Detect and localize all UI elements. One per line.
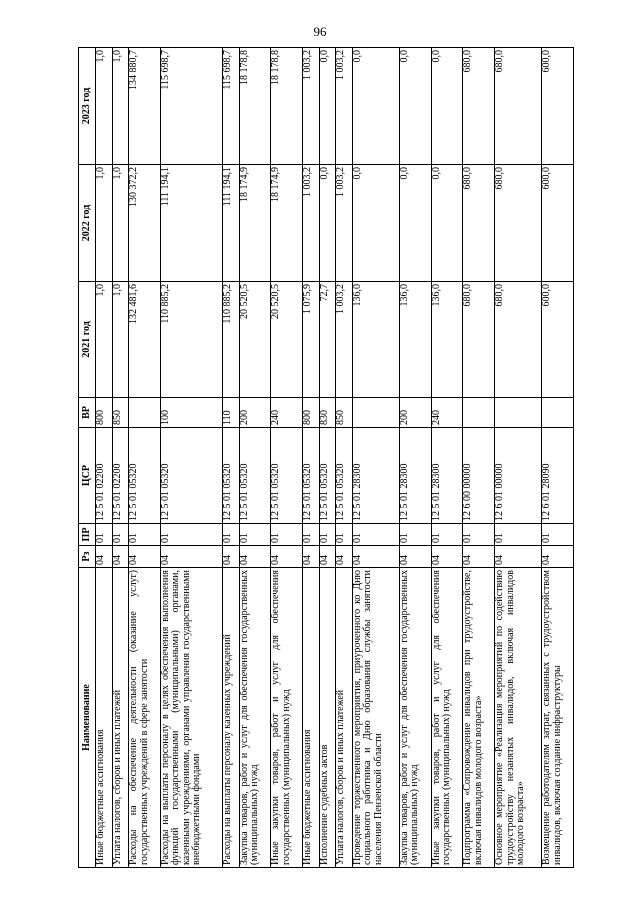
table-row [336, 48, 353, 868]
row-2022: 0,0 [399, 165, 431, 282]
row-rz: 04 [336, 546, 353, 568]
row-rz: 04 [431, 546, 463, 568]
table-row [112, 48, 129, 868]
row-2022: 18 174,9 [271, 165, 303, 282]
table-header-row [79, 48, 96, 868]
row-2021: 110 885,2 [160, 282, 222, 398]
row-csr: 12 5 01 05320 [239, 428, 271, 524]
row-name: Расходы на выплаты персоналу казенных учреждений [223, 568, 240, 868]
table-row [239, 48, 271, 868]
rotated-table-container [78, 48, 574, 868]
header-2022: 2022 год [79, 165, 96, 282]
row-2023: 1,0 [96, 48, 113, 165]
row-csr: 12 6 01 28090 [542, 428, 574, 524]
row-2023: 0,0 [431, 48, 463, 165]
row-2021: 132 481,6 [129, 282, 161, 398]
row-pr: 01 [239, 524, 271, 546]
row-2021: 20 520,5 [239, 282, 271, 398]
row-vr: 100 [160, 398, 222, 428]
row-csr: 12 5 01 05320 [160, 428, 222, 524]
table-row [129, 48, 161, 868]
row-name: Закупка товаров, работ и услуг для обеспечения государственных (муниципальных) нужд [399, 568, 431, 868]
row-2022: 111 194,1 [223, 165, 240, 282]
row-2021: 136,0 [399, 282, 431, 398]
row-csr: 12 6 01 00000 [495, 428, 542, 524]
header-rz: Рз [79, 546, 96, 568]
row-csr: 12 5 01 28300 [352, 428, 399, 524]
row-rz: 04 [112, 546, 129, 568]
row-name: Возмещение работодателям затрат, связанных с трудоустройством инвалидов, включая создание инфраструктуры [542, 568, 574, 868]
row-vr: 850 [112, 398, 129, 428]
header-pr: ПР [79, 524, 96, 546]
row-2022: 0,0 [431, 165, 463, 282]
row-rz: 04 [223, 546, 240, 568]
row-csr: 12 5 01 05320 [303, 428, 320, 524]
table-row [160, 48, 222, 868]
row-2023: 680,0 [495, 48, 542, 165]
row-vr: 240 [271, 398, 303, 428]
row-2023: 1 003,2 [303, 48, 320, 165]
row-vr: 200 [239, 398, 271, 428]
table-row [303, 48, 320, 868]
row-2021: 136,0 [352, 282, 399, 398]
table-row [431, 48, 463, 868]
row-vr: 200 [399, 398, 431, 428]
row-vr [542, 398, 574, 428]
budget-table [78, 47, 574, 868]
row-pr: 01 [399, 524, 431, 546]
row-2021: 600,0 [542, 282, 574, 398]
row-csr: 12 5 01 05320 [336, 428, 353, 524]
row-2023: 18 178,8 [239, 48, 271, 165]
row-vr [495, 398, 542, 428]
page-number: 96 [313, 24, 327, 39]
row-2022: 1 003,2 [303, 165, 320, 282]
row-2023: 18 178,8 [271, 48, 303, 165]
row-2022: 0,0 [319, 165, 336, 282]
header-2023: 2023 год [79, 48, 96, 165]
row-name: Уплата налогов, сборов и иных платежей [336, 568, 353, 868]
row-2023: 0,0 [319, 48, 336, 165]
row-pr: 01 [160, 524, 222, 546]
row-pr: 01 [96, 524, 113, 546]
row-rz: 04 [239, 546, 271, 568]
row-vr: 800 [96, 398, 113, 428]
row-2022: 111 194,1 [160, 165, 222, 282]
row-pr: 01 [463, 524, 495, 546]
row-csr: 12 5 01 02200 [112, 428, 129, 524]
row-name: Закупка товаров, работ и услуг для обеспечения государственных (муниципальных) нужд [239, 568, 271, 868]
row-rz: 04 [303, 546, 320, 568]
row-pr: 01 [271, 524, 303, 546]
row-pr: 01 [223, 524, 240, 546]
row-2022: 1,0 [96, 165, 113, 282]
row-vr [129, 398, 161, 428]
row-2022: 680,0 [463, 165, 495, 282]
row-name: Уплата налогов, сборов и иных платежей [112, 568, 129, 868]
row-csr: 12 5 01 05320 [271, 428, 303, 524]
row-vr [463, 398, 495, 428]
row-2021: 72,7 [319, 282, 336, 398]
row-2023: 134 880,7 [129, 48, 161, 165]
row-name: Иные бюджетные ассигнования [96, 568, 113, 868]
row-2022: 0,0 [352, 165, 399, 282]
table-row [352, 48, 399, 868]
row-csr: 12 5 01 05320 [319, 428, 336, 524]
header-name: Наименование [79, 568, 96, 868]
row-pr: 01 [542, 524, 574, 546]
row-2021: 1 003,2 [336, 282, 353, 398]
row-2022: 600,0 [542, 165, 574, 282]
row-rz: 04 [160, 546, 222, 568]
row-vr: 800 [303, 398, 320, 428]
header-vr: ВР [79, 398, 96, 428]
row-rz: 04 [463, 546, 495, 568]
row-2021: 1,0 [112, 282, 129, 398]
row-rz: 04 [271, 546, 303, 568]
row-name: Иные закупки товаров, работ и услуг для обеспечения государственных (муниципальных) нужд [431, 568, 463, 868]
row-2022: 1,0 [112, 165, 129, 282]
row-vr: 240 [431, 398, 463, 428]
row-vr: 830 [319, 398, 336, 428]
table-row [542, 48, 574, 868]
row-2022: 1 003,2 [336, 165, 353, 282]
row-rz: 04 [319, 546, 336, 568]
row-2022: 18 174,9 [239, 165, 271, 282]
row-name: Проведение торжественного мероприятия, приуроченного ко Дню социального работника и Дню образования службы занятости населения Пензенской области [352, 568, 399, 868]
row-2022: 130 372,2 [129, 165, 161, 282]
row-vr: 850 [336, 398, 353, 428]
row-csr: 12 5 01 05320 [129, 428, 161, 524]
row-rz: 04 [352, 546, 399, 568]
row-pr: 01 [495, 524, 542, 546]
row-vr [352, 398, 399, 428]
row-pr: 01 [336, 524, 353, 546]
table-row [399, 48, 431, 868]
row-2022: 680,0 [495, 165, 542, 282]
row-csr: 12 6 00 00000 [463, 428, 495, 524]
row-pr: 01 [112, 524, 129, 546]
row-csr: 12 5 01 05320 [223, 428, 240, 524]
table-row [271, 48, 303, 868]
row-2021: 136,0 [431, 282, 463, 398]
header-2021: 2021 год [79, 282, 96, 398]
row-2021: 110 885,2 [223, 282, 240, 398]
row-2021: 1,0 [96, 282, 113, 398]
row-2023: 115 698,7 [160, 48, 222, 165]
table-row [223, 48, 240, 868]
row-2023: 600,0 [542, 48, 574, 165]
row-rz: 04 [129, 546, 161, 568]
row-vr: 110 [223, 398, 240, 428]
row-rz: 04 [399, 546, 431, 568]
row-name: Расходы на выплаты персоналу в целях обеспечения выполнения функций государственными (муниципальными) органами, казенными учреждениями, органами управления государственными внебюджетными фондами [160, 568, 222, 868]
row-2023: 115 698,7 [223, 48, 240, 165]
table-row [463, 48, 495, 868]
row-2023: 1 003,2 [336, 48, 353, 165]
row-name: Подпрограмма «Сопровождение инвалидов при трудоустройстве, включая инвалидов молодого возраста» [463, 568, 495, 868]
row-2021: 1 075,9 [303, 282, 320, 398]
row-csr: 12 5 01 28300 [399, 428, 431, 524]
row-name: Расходы на обеспечение деятельности (оказание услуг) государственных учреждений в сфере занятости [129, 568, 161, 868]
row-pr: 01 [319, 524, 336, 546]
row-csr: 12 5 01 02200 [96, 428, 113, 524]
row-rz: 04 [96, 546, 113, 568]
row-pr: 01 [352, 524, 399, 546]
row-2023: 0,0 [352, 48, 399, 165]
row-2023: 680,0 [463, 48, 495, 165]
row-pr: 01 [431, 524, 463, 546]
table-row [495, 48, 542, 868]
row-rz: 04 [495, 546, 542, 568]
row-name: Иные бюджетные ассигнования [303, 568, 320, 868]
row-pr: 01 [129, 524, 161, 546]
row-name: Иные закупки товаров, работ и услуг для обеспечения государственных (муниципальных) нужд [271, 568, 303, 868]
row-rz: 04 [542, 546, 574, 568]
row-csr: 12 5 01 28300 [431, 428, 463, 524]
header-csr: ЦСР [79, 428, 96, 524]
row-2021: 680,0 [495, 282, 542, 398]
row-name: Исполнение судебных актов [319, 568, 336, 868]
row-pr: 01 [303, 524, 320, 546]
table-row [319, 48, 336, 868]
table-row [96, 48, 113, 868]
row-2021: 680,0 [463, 282, 495, 398]
row-name: Основное мероприятие «Реализация мероприятий по содействию трудоустройству незанятых инвалидов, включая инвалидов молодого возраста» [495, 568, 542, 868]
row-2023: 0,0 [399, 48, 431, 165]
row-2021: 20 520,5 [271, 282, 303, 398]
row-2023: 1,0 [112, 48, 129, 165]
